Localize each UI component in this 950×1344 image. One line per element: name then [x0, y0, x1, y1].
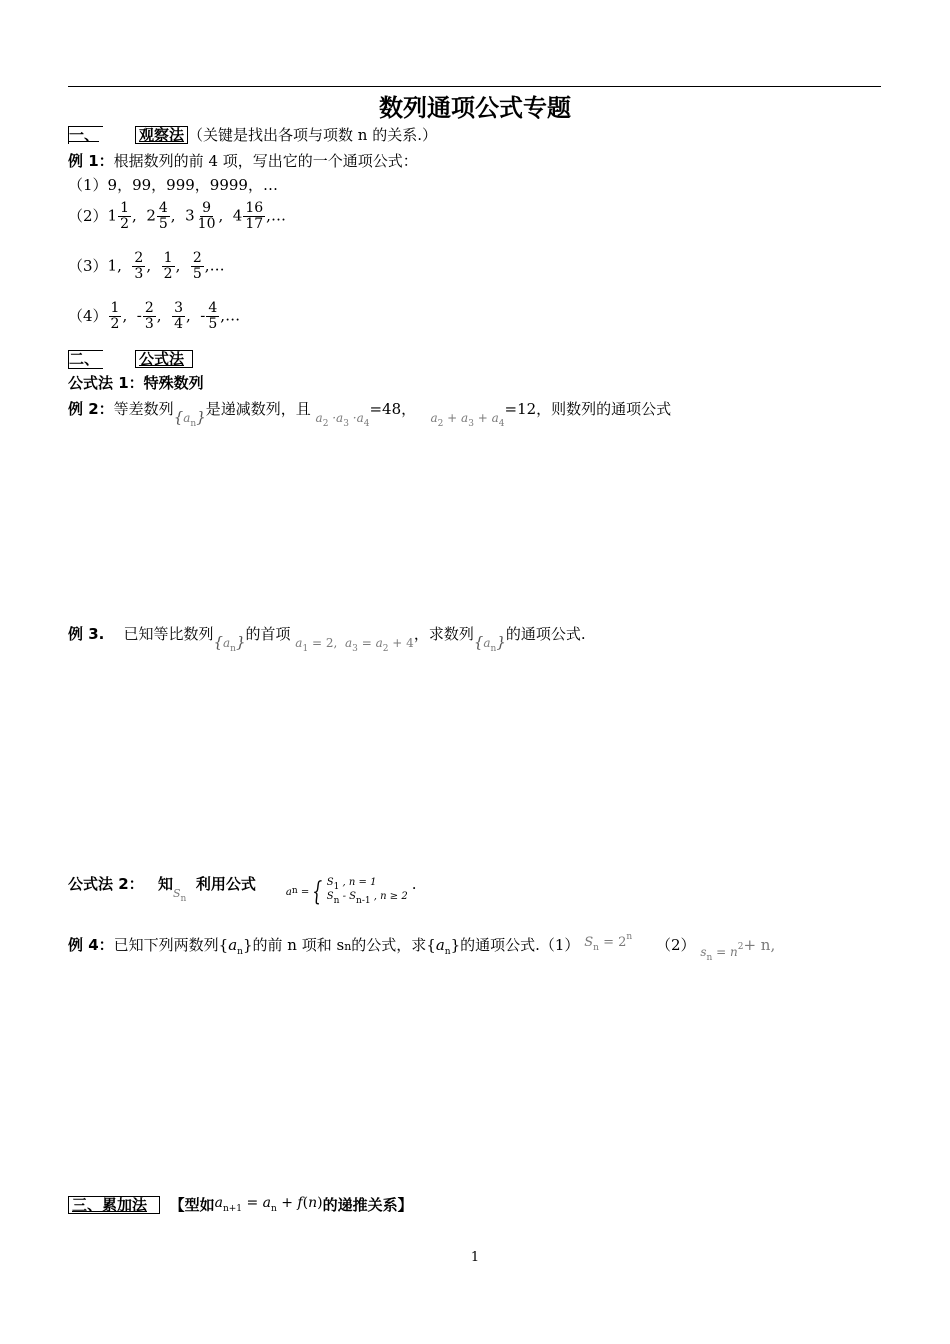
example-3-text-c: ，求数列: [413, 625, 474, 643]
item-3-label: （3）: [68, 257, 108, 276]
example-3-text-b: 的首项: [245, 625, 291, 643]
formula-2: 公式法 2： 知 $S_n$ 利用公式 a n = { S1 , n = 1 Sn - Sn-1 , n ≥ 2 .: [68, 875, 417, 907]
initial-conditions: a1 = 2, a3 = a2 + 4: [295, 636, 414, 654]
formula-2-know: 知: [157, 875, 173, 893]
sn-formula-2: sn = n2: [700, 942, 744, 963]
section-3-label: 三、累加法: [68, 1196, 160, 1214]
example-1-item-2: [68, 201, 286, 232]
section-2-number: 二、: [68, 350, 103, 369]
section-1-number: 一、: [68, 126, 103, 144]
example-1-label: 例 1：: [68, 152, 114, 170]
section-2-name: 公式法: [135, 350, 193, 368]
example-4-text-c: 的公式，求{: [351, 936, 436, 954]
example-4: 例 4：已知下列两数列$\{a_n\}$的前 n 项和 sn的公式，求$\{a_n\}$的通项公式.（1） $S_n = 2^n$ （2） $_{s_n = n^2}$+ n,: [68, 932, 776, 963]
example-2-text-a: 等差数列: [113, 400, 174, 418]
example-2-text-b: 是递减数列，且: [205, 400, 311, 418]
example-1-item-4: [68, 301, 240, 332]
item-4-formula: $\frac{1}{2}$ , - $\frac{2}{3}$ , $\frac{3}{4}$ , - $\frac{4}{5}$ ,…: [110, 300, 241, 332]
piecewise-formula: a n = { S1 , n = 1 Sn - Sn-1 , n ≥ 2: [285, 877, 408, 907]
section-3-note-post: 的递推关系】: [322, 1196, 413, 1215]
formula-2-use: 利用公式: [195, 875, 256, 893]
section-3-heading: [68, 1196, 413, 1215]
section-1-heading: [68, 126, 437, 144]
section-2-heading: [68, 350, 193, 369]
section-3-note-pre: 【型如: [169, 1196, 215, 1215]
sequence-an-notation: {an}: [473, 633, 506, 654]
example-1-text: 根据数列的前 4 项，写出它的一个通项公式：: [113, 152, 418, 170]
example-4-text-a: 已知下列两数列{: [113, 936, 229, 954]
product-formula: a2 ·a3 ·a4: [315, 411, 370, 429]
formula-1-label: 公式法 1：特殊数列: [68, 374, 204, 392]
sequence-an-notation: {an}: [213, 633, 246, 654]
example-1-intro: [68, 153, 418, 170]
item-3-formula: 1, $\frac{2}{3}$ , $\frac{1}{2}$ , $\frac{2}{5}$ ,…: [107, 250, 225, 282]
section-1-note: （关键是找出各项与项数 n 的关系.）: [188, 126, 437, 144]
example-2: [68, 401, 671, 430]
sum-formula: a2 + a3 + a4: [430, 411, 505, 429]
sn-symbol: $S_n$: [173, 887, 187, 904]
example-3-label: 例 3.: [68, 625, 105, 643]
page-title: 数列通项公式专题: [379, 94, 571, 122]
example-4-text-e: （2）: [656, 936, 696, 954]
top-rule: [68, 86, 881, 87]
example-2-label: 例 2：: [68, 400, 114, 418]
sn-formula-1: $S_n = 2^n$: [584, 932, 633, 953]
example-2-text-c: =48，: [369, 400, 417, 418]
example-4-text-b: }的前 n 项和 s: [242, 936, 345, 954]
example-2-text-d: =12，则数列的通项公式: [504, 400, 672, 418]
formula-2-label: 公式法 2：: [68, 875, 144, 893]
example-4-text-f: + n,: [743, 936, 776, 954]
item-2-formula: 1 $\frac{1}{2}$ , 2 $\frac{4}{5}$ , 3 $\frac{9}{10}$ , 4 $\frac{16}{17}$ ,…: [107, 200, 286, 232]
example-1-item-3: [68, 251, 225, 282]
example-4-text-d: }的通项公式.（1）: [450, 936, 580, 954]
item-4-label: （4）: [68, 307, 108, 326]
recurrence-formula: $a_{n+1} = a_n + f(n)$: [214, 1195, 323, 1214]
example-3-text-a: 已知等比数列: [123, 625, 214, 643]
example-4-label: 例 4：: [68, 936, 114, 954]
sequence-an-notation: {an}: [173, 408, 206, 429]
example-3: [68, 626, 586, 655]
page-number: 1: [470, 1250, 480, 1265]
example-3-text-d: 的通项公式.: [505, 625, 586, 643]
example-1-item-1: （1）9，99，999，9999，…: [68, 176, 278, 194]
item-2-label: （2）: [68, 207, 108, 226]
section-1-name: 观察法: [135, 126, 188, 144]
